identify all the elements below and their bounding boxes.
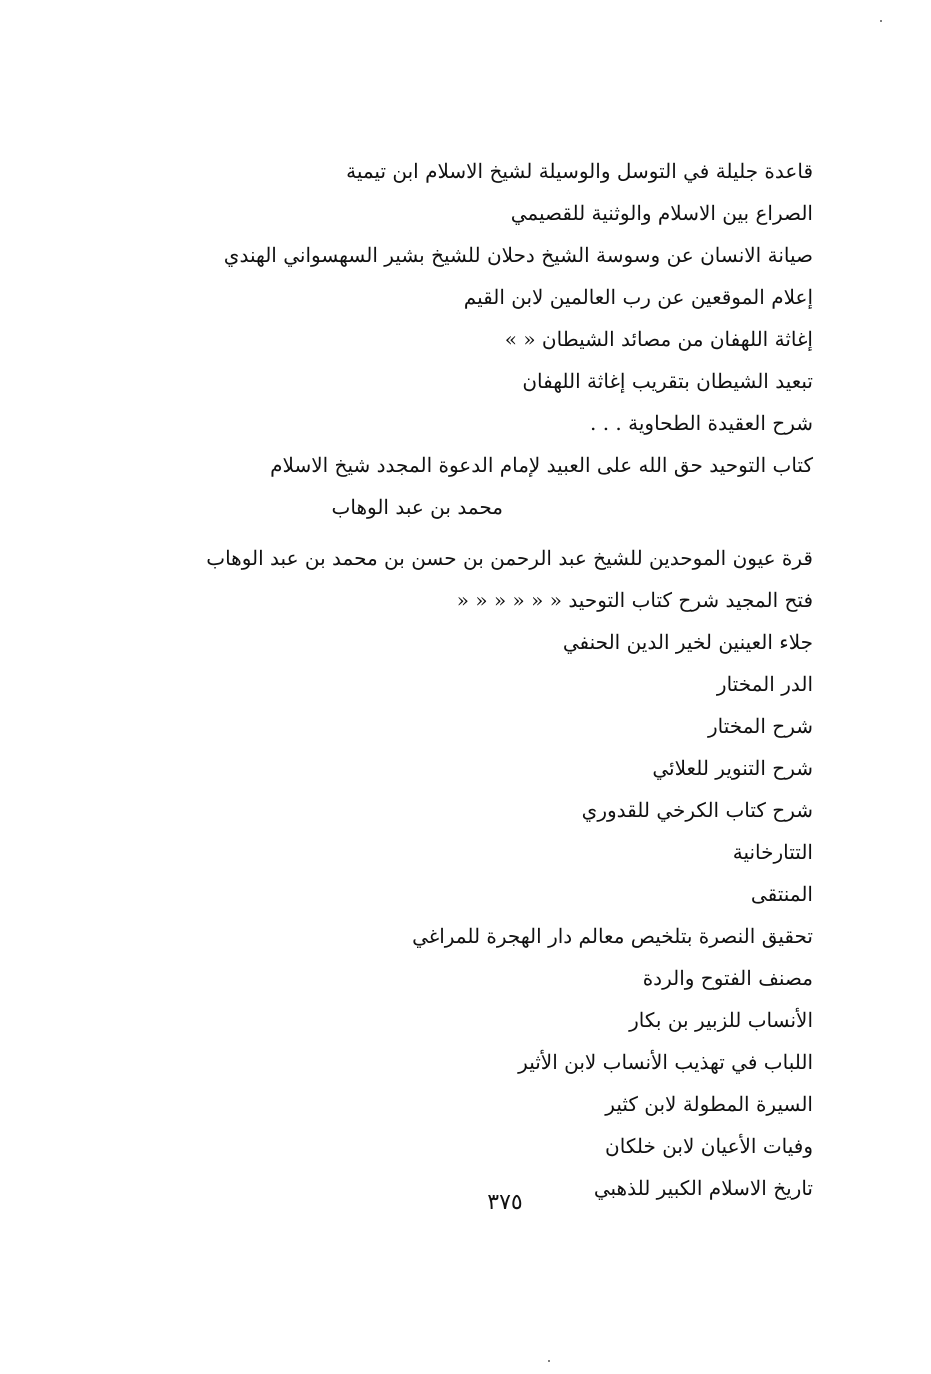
bibliography-entry: إعلام الموقعين عن رب العالمين لابن القيم <box>463 285 813 309</box>
bibliography-entry: شرح التنوير للعلائي <box>652 756 813 780</box>
bibliography-entry: وفيات الأعيان لابن خلكان <box>605 1134 813 1158</box>
bibliography-entry: قاعدة جليلة في التوسل والوسيلة لشيخ الاسلام ابن تيمية <box>346 159 813 183</box>
bibliography-entry: شرح العقيدة الطحاوية . . . <box>590 411 813 435</box>
bibliography-entry: فتح المجيد شرح كتاب التوحيد « « « « « « <box>456 588 813 612</box>
bibliography-entry: مصنف الفتوح والردة <box>642 966 813 990</box>
bibliography-entry: تبعيد الشيطان بتقريب إغاثة اللهفان <box>522 369 813 393</box>
bibliography-list <box>93 150 813 1209</box>
bibliography-entry: الصراع بين الاسلام والوثنية للقصيمي <box>510 201 813 225</box>
bibliography-entry: جلاء العينين لخير الدين الحنفي <box>562 630 813 654</box>
bibliography-entry-continuation: محمد بن عبد الوهاب <box>331 495 503 519</box>
page-number: ٣٧٥ <box>487 1190 523 1215</box>
bibliography-entry: المنتقى <box>750 882 813 906</box>
bibliography-entry: تاريخ الاسلام الكبير للذهبي <box>593 1176 813 1200</box>
bibliography-entry: الأنساب للزبير بن بكار <box>629 1008 813 1032</box>
bibliography-entry: اللباب في تهذيب الأنساب لابن الأثير <box>518 1050 813 1074</box>
bibliography-entry: إغاثة اللهفان من مصائد الشيطان « » <box>504 327 813 351</box>
bibliography-entry: الدر المختار <box>716 672 813 696</box>
bibliography-entry: شرح المختار <box>708 714 813 738</box>
bibliography-entry: شرح كتاب الكرخي للقدوري <box>581 798 813 822</box>
bibliography-entry: السيرة المطولة لابن كثير <box>605 1092 813 1116</box>
bibliography-entry: تحقيق النصرة بتلخيص معالم دار الهجرة للمراغي <box>412 924 813 948</box>
scan-speck <box>548 1360 550 1362</box>
bibliography-entry: قرة عيون الموحدين للشيخ عبد الرحمن بن حسن بن محمد بن عبد الوهاب <box>206 546 813 570</box>
bibliography-entry: كتاب التوحيد حق الله على العبيد لإمام الدعوة المجدد شيخ الاسلام <box>270 453 813 477</box>
bibliography-entry: التتارخانية <box>732 840 813 864</box>
scan-speck <box>880 20 882 22</box>
bibliography-entry: صيانة الانسان عن وسوسة الشيخ دحلان للشيخ بشير السهسواني الهندي <box>223 243 813 267</box>
